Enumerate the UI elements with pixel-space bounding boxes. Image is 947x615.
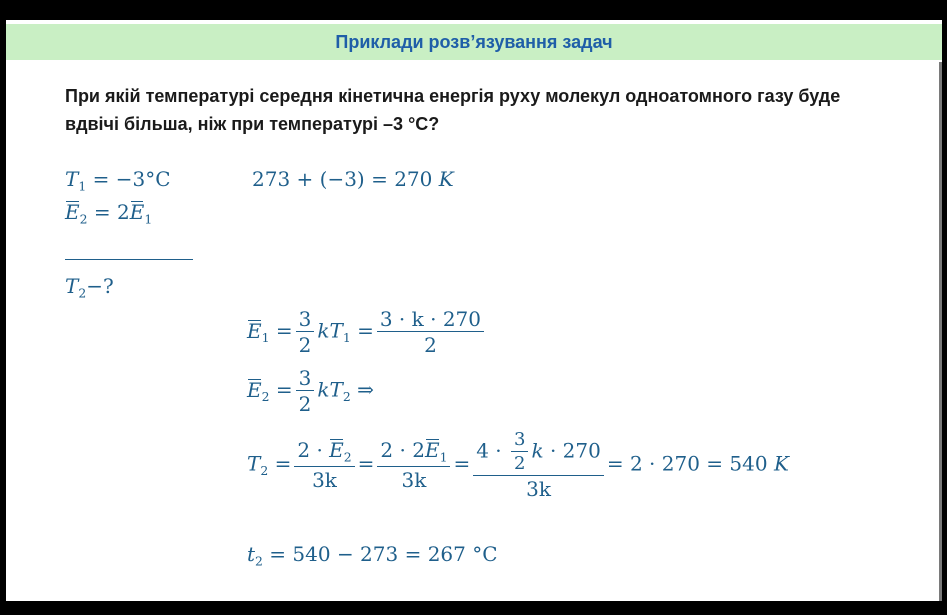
equation-t2: $T_2$ = $\frac{2 \cdot E_2}{3k}$ = $\frac{2 \cdot 2E_1}{3k}$ = 4 · $\frac{3}{2}$ k · 270 3k = 2 · 270 = 540 K	[247, 429, 789, 501]
slide-title: Приклади розв’язування задач	[335, 31, 613, 52]
problem-statement: При якій температурі середня кінетична енергія руху молекул одноатомного газу буде вдвічі більша, ніж при температурі –3 °C?	[65, 86, 841, 134]
find-t2: $T_2-$?	[65, 274, 114, 301]
equation-t-celsius: $t_2 = 540 - 273 = 267$ °C	[247, 542, 498, 569]
equation-e2: $E_2$ = $\frac{3}{2}$ $kT_2$ ⇒	[247, 366, 374, 416]
slide-edge-rule	[939, 62, 942, 601]
slide-header	[6, 24, 942, 60]
slide	[6, 20, 942, 601]
equation-e1: $E_1$ = $\frac{3}{2}$ $kT_1$ = $\frac{3 \cdot k \cdot 270}{2}$	[247, 309, 487, 355]
given-divider	[65, 259, 193, 260]
kelvin-conversion: 273 + (−3) = 270 K	[252, 167, 454, 191]
given-e2: $E_2 = 2E_1$	[65, 200, 153, 227]
given-t1: $T_1 = -3^\circ C$	[65, 167, 171, 194]
